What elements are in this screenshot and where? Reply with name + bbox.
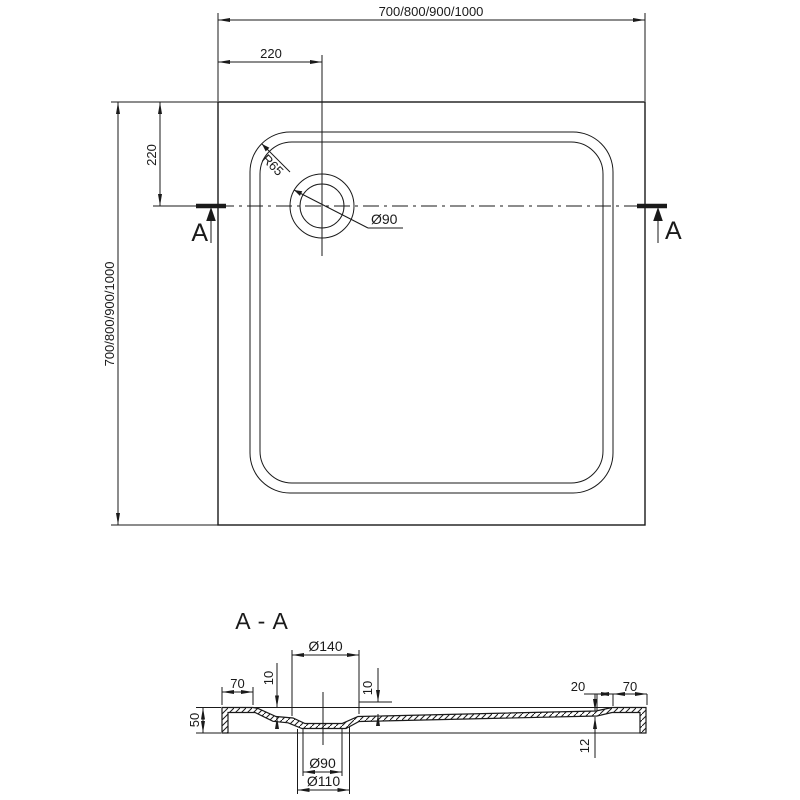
hole-diameter-value: Ø90 xyxy=(309,755,336,771)
left-depth-value: 10 xyxy=(261,670,276,686)
cut-label-left: A xyxy=(191,219,208,247)
recess-diameter-value: Ø140 xyxy=(308,638,343,654)
flange-diameter-value: Ø110 xyxy=(306,773,341,789)
cut-label-right: A xyxy=(665,217,682,245)
right-rim-value: 70 xyxy=(622,679,638,694)
dim-overall-height-value: 700/800/900/1000 xyxy=(102,261,117,367)
drain-diameter-value: Ø90 xyxy=(371,211,398,227)
section-title: A - A xyxy=(235,608,289,634)
drain-depth-value: 12 xyxy=(577,738,592,754)
corner-radius-value: R65 xyxy=(259,151,287,179)
edge-height-value: 50 xyxy=(187,712,202,728)
left-rim-value: 70 xyxy=(230,676,245,691)
dim-drain-offset-y-value: 220 xyxy=(144,144,159,166)
step-width-value: 20 xyxy=(570,679,586,694)
right-depth-value: 10 xyxy=(360,680,375,696)
dim-overall-width-value: 700/800/900/1000 xyxy=(378,4,484,19)
dim-drain-offset-x-value: 220 xyxy=(260,46,282,61)
